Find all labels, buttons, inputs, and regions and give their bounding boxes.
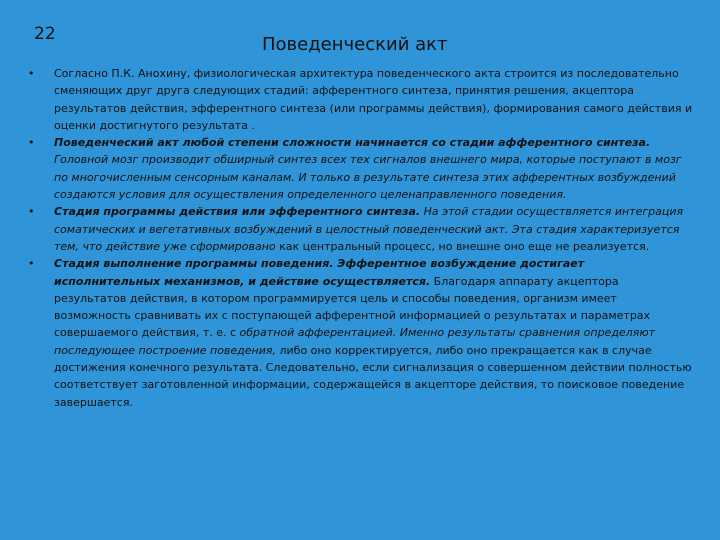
- item-text: [54, 134, 694, 203]
- bullet-item-program-execution: [26, 255, 694, 411]
- slide-title: Поведенческий акт: [262, 34, 448, 55]
- bullet-icon: •: [28, 136, 35, 150]
- text-segment: как центральный процесс, но внешне оно еще не реализуется.: [275, 239, 650, 253]
- text-segment-italic: Именно результаты сравнения определяют последующее построение поведения,: [54, 326, 656, 357]
- slide-content: [26, 65, 694, 411]
- text-segment: Согласно П.К. Анохину, физиологическая архитектура поведенческого акта строится из последовательно сменяющих друг друга следующих стадий: афферентного синтеза, принятия решения, акцептора результатов действия, эфферентного синтеза (или программы действия), формирования самого действия и оценки достигнутого результата .: [54, 67, 693, 132]
- text-segment: Благодаря аппарату акцептора результатов действия, в котором программируется цель и способы поведения, организм имеет возможность сравнивать их с поступающей афферентной информацией о результатах и параметрах совершаемого действия, т. е. с: [54, 274, 651, 340]
- item-text: [54, 255, 694, 411]
- text-segment-italic: На этой стадии осуществляется интеграция соматических и вегетативных возбуждений в целостный поведенческий акт. Эта стадия характеризуется тем, что действие уже сформировано: [54, 205, 684, 253]
- bullet-item-afferent-stages: [26, 65, 694, 134]
- slide-number: 22: [34, 24, 56, 44]
- text-segment: либо оно корректируется, либо оно прекращается как в случае достижения конечного результата. Следовательно, если сигнализация о совершенном действии полностью соответствует заготовленной информации, содержащейся в акцепторе действия, то поисковое поведение завершается.: [54, 343, 692, 409]
- bullet-icon: •: [28, 67, 35, 80]
- bullet-item-afferent-synthesis: [26, 134, 694, 203]
- text-segment-italic: обратной афферентацией.: [239, 326, 397, 340]
- text-segment-bold-italic: Поведенческий акт любой степени сложности начинается со стадии афферентного синтеза.: [54, 136, 651, 150]
- text-segment-italic: Головной мозг производит обширный синтез всех тех сигналов внешнего мира, которые поступают в мозг по многочисленным сенсорным каналам. И только в результате синтеза этих афферентных возбуждений создаются условия для осуществления определенного целенаправленного поведения.: [54, 153, 682, 202]
- bullet-icon: •: [28, 257, 35, 271]
- bullet-item-efferent-synthesis: [26, 203, 694, 255]
- item-text: [54, 65, 694, 134]
- item-text: [54, 203, 694, 255]
- text-segment-bold-italic: Стадия выполнение программы поведения. Эфферентное возбуждение достигает исполнительных механизмов, и действие осуществляется.: [54, 257, 585, 288]
- bullet-icon: •: [28, 205, 35, 219]
- text-segment-bold-italic: Стадия программы действия или эфферентного синтеза.: [54, 205, 421, 219]
